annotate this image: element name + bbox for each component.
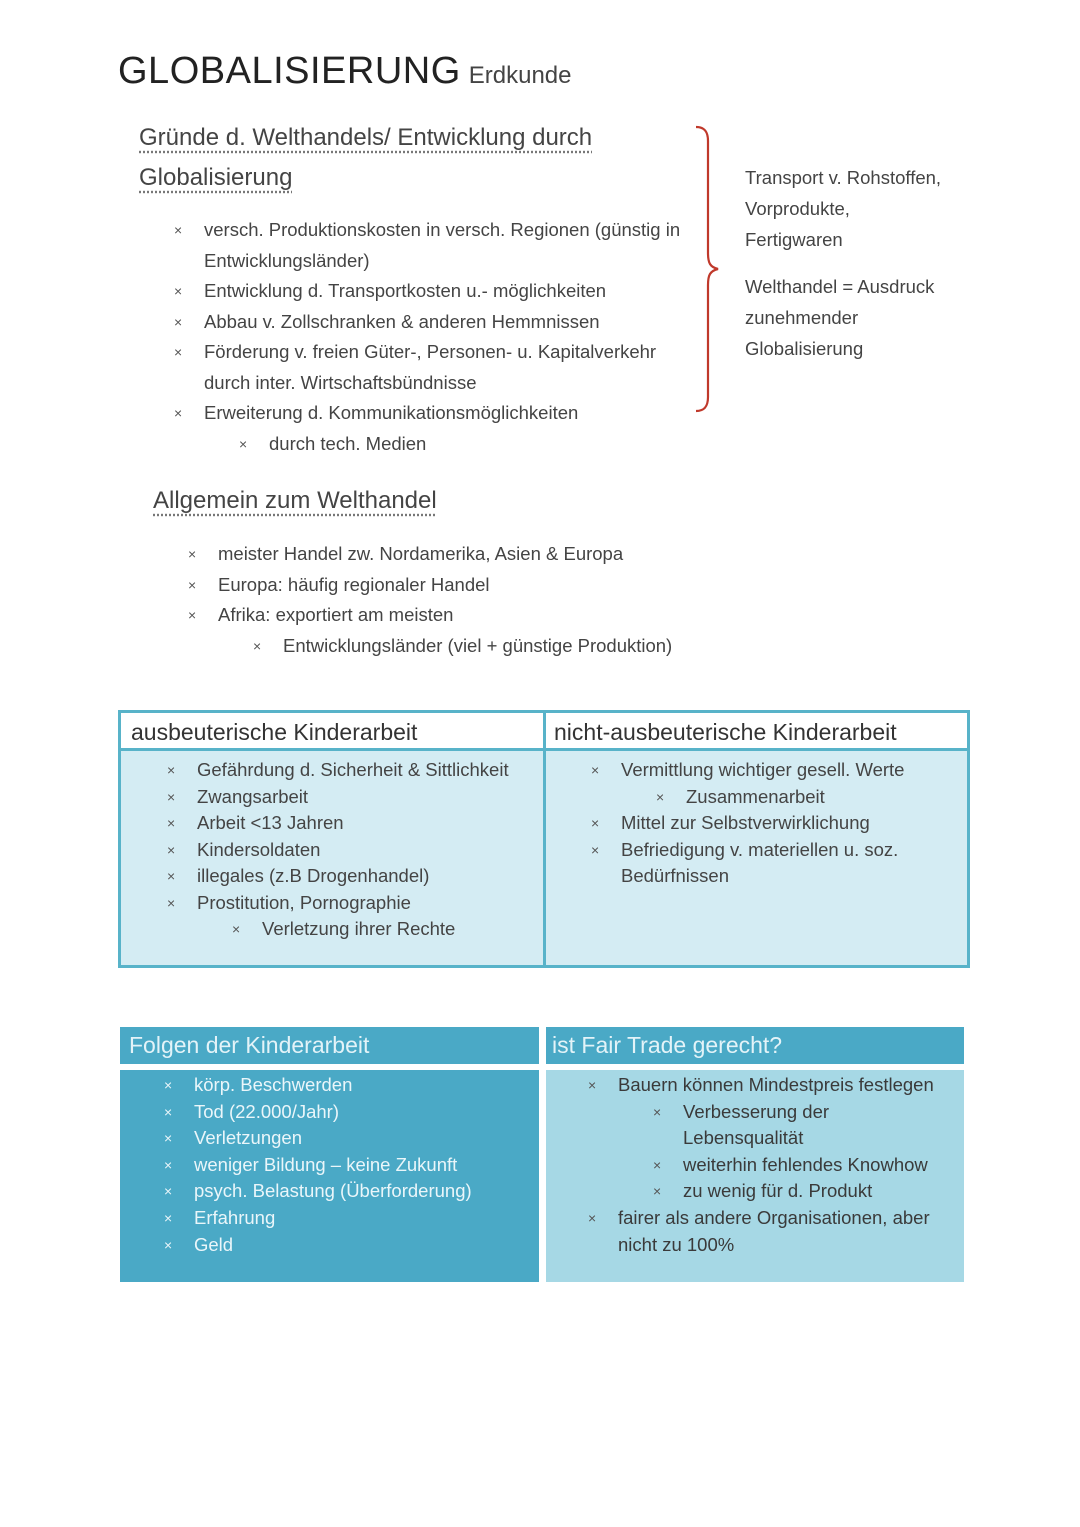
right-brace-icon — [696, 125, 726, 415]
list-subitem-continuation: Lebensqualität — [683, 1127, 804, 1149]
list-item: × Gefährdung d. Sicherheit & Sittlichkeit — [197, 757, 509, 784]
side-note-welthandel: Welthandel = Ausdruck zunehmender Globalisierung — [745, 276, 935, 359]
bullet-x-icon: × — [188, 546, 197, 562]
list-item: × Abbau v. Zollschranken & anderen Hemmnissen — [204, 307, 680, 338]
bullet-x-icon: × — [164, 1236, 173, 1253]
bullet-x-icon: × — [591, 841, 600, 858]
list-item: × Erweiterung d. Kommunikationsmöglichkeiten — [204, 398, 680, 429]
bullet-x-icon: × — [239, 435, 248, 452]
list-item-continuation: durch inter. Wirtschaftsbündnisse — [204, 371, 477, 393]
section2-heading: Allgemein zum Welthandel — [153, 487, 437, 514]
title-text: GLOBALISIERUNG — [118, 50, 461, 92]
bullet-x-icon: × — [253, 637, 262, 654]
bullet-x-icon: × — [167, 868, 176, 884]
list-item: × Zwangsarbeit — [197, 784, 509, 811]
list-subitem: × durch tech. Medien — [269, 429, 680, 460]
bullet-x-icon: × — [164, 1130, 173, 1147]
list-subitem: × Entwicklungsländer (viel + günstige Produktion) — [283, 631, 672, 662]
bullet-x-icon: × — [588, 1077, 597, 1093]
list-subitem: × zu wenig für d. Produkt — [683, 1178, 934, 1205]
list-item: × Tod (22.000/Jahr) — [194, 1099, 472, 1126]
bullet-x-icon: × — [174, 405, 183, 421]
list-item: × Arbeit <13 Jahren — [197, 810, 509, 837]
bullet-x-icon: × — [167, 815, 176, 831]
bullet-x-icon: × — [591, 815, 600, 831]
list-item: × psych. Belastung (Überforderung) — [194, 1178, 472, 1205]
bullet-x-icon: × — [232, 921, 241, 937]
bullet-x-icon: × — [167, 841, 176, 858]
bullet-x-icon: × — [656, 788, 665, 805]
section1-heading — [139, 118, 592, 198]
list-item: × Europa: häufig regionaler Handel — [218, 570, 672, 601]
side-note-transport: Transport v. Rohstoffen, Vorprodukte, Fertigwaren — [745, 167, 942, 250]
list-item: × Entwicklung d. Transportkosten u.- möglichkeiten — [204, 276, 680, 307]
bullet-x-icon: × — [167, 788, 176, 805]
bullet-x-icon: × — [653, 1156, 662, 1173]
list-item: × Befriedigung v. materiellen u. soz. — [621, 837, 904, 864]
table1-header-left: ausbeuterische Kinderarbeit — [121, 713, 543, 751]
table2-header-left: Folgen der Kinderarbeit — [120, 1027, 539, 1064]
table1-header-right: nicht-ausbeuterische Kinderarbeit — [546, 713, 967, 751]
list-item-continuation: nicht zu 100% — [618, 1233, 735, 1255]
list-item: × Förderung v. freien Güter-, Personen- u. Kapitalverkehr — [204, 337, 680, 368]
bullet-x-icon: × — [188, 576, 197, 593]
section1-heading-line2: Globalisierung — [139, 164, 293, 191]
subtitle-text: Erdkunde — [468, 62, 572, 89]
bullet-x-icon: × — [164, 1209, 173, 1226]
list-item: × Prostitution, Pornographie — [197, 890, 509, 917]
list-item: × Verletzungen — [194, 1125, 472, 1152]
list-subitem: × weiterhin fehlendes Knowhow — [683, 1152, 934, 1179]
table1-left-cell — [167, 757, 509, 943]
bullet-x-icon: × — [164, 1077, 173, 1093]
list-item: × illegales (z.B Drogenhandel) — [197, 863, 509, 890]
bullet-x-icon: × — [653, 1103, 662, 1120]
list-subitem: × Verletzung ihrer Rechte — [262, 916, 509, 943]
list-item: × fairer als andere Organisationen, aber — [618, 1205, 934, 1232]
bullet-x-icon: × — [164, 1183, 173, 1200]
list-item: × Vermittlung wichtiger gesell. Werte — [621, 757, 904, 784]
list-item-continuation: Entwicklungsländer) — [204, 249, 370, 271]
list-item: × Mittel zur Selbstverwirklichung — [621, 810, 904, 837]
list-item: × meister Handel zw. Nordamerika, Asien & Europa — [218, 539, 672, 570]
bullet-x-icon: × — [588, 1209, 597, 1226]
list-item: × Bauern können Mindestpreis festlegen — [618, 1072, 934, 1099]
table2-right-cell — [546, 1070, 964, 1282]
list-item: × Afrika: exportiert am meisten — [218, 600, 672, 631]
list-item: × Erfahrung — [194, 1205, 472, 1232]
bullet-x-icon: × — [188, 607, 197, 623]
list-item-continuation: Bedürfnissen — [621, 865, 729, 886]
list-item: × körp. Beschwerden — [194, 1072, 472, 1099]
page-title — [118, 50, 572, 93]
list-subitem: × Verbesserung der — [683, 1099, 934, 1126]
table-kinderarbeit — [118, 710, 970, 968]
bullet-x-icon: × — [174, 283, 183, 299]
bullet-x-icon: × — [174, 222, 183, 238]
bullet-x-icon: × — [164, 1103, 173, 1120]
bullet-x-icon: × — [164, 1156, 173, 1173]
bullet-x-icon: × — [591, 762, 600, 778]
section2-list — [188, 539, 673, 661]
table1-right-cell — [591, 757, 905, 890]
section1-list — [174, 215, 681, 459]
bullet-x-icon: × — [174, 344, 183, 360]
bullet-x-icon: × — [653, 1183, 662, 1200]
bullet-x-icon: × — [174, 313, 183, 330]
list-item: × Geld — [194, 1232, 472, 1259]
bullet-x-icon: × — [167, 894, 176, 911]
list-item: × weniger Bildung – keine Zukunft — [194, 1152, 472, 1179]
list-item: × versch. Produktionskosten in versch. Regionen (günstig in — [204, 215, 680, 246]
bullet-x-icon: × — [167, 762, 176, 778]
table2-left-cell — [120, 1070, 539, 1282]
list-subitem: × Zusammenarbeit — [686, 784, 904, 811]
section1-heading-line1: Gründe d. Welthandels/ Entwicklung durch — [139, 124, 593, 151]
table1-divider — [543, 713, 546, 965]
list-item: × Kindersoldaten — [197, 837, 509, 864]
table2-header-right: ist Fair Trade gerecht? — [546, 1027, 964, 1064]
